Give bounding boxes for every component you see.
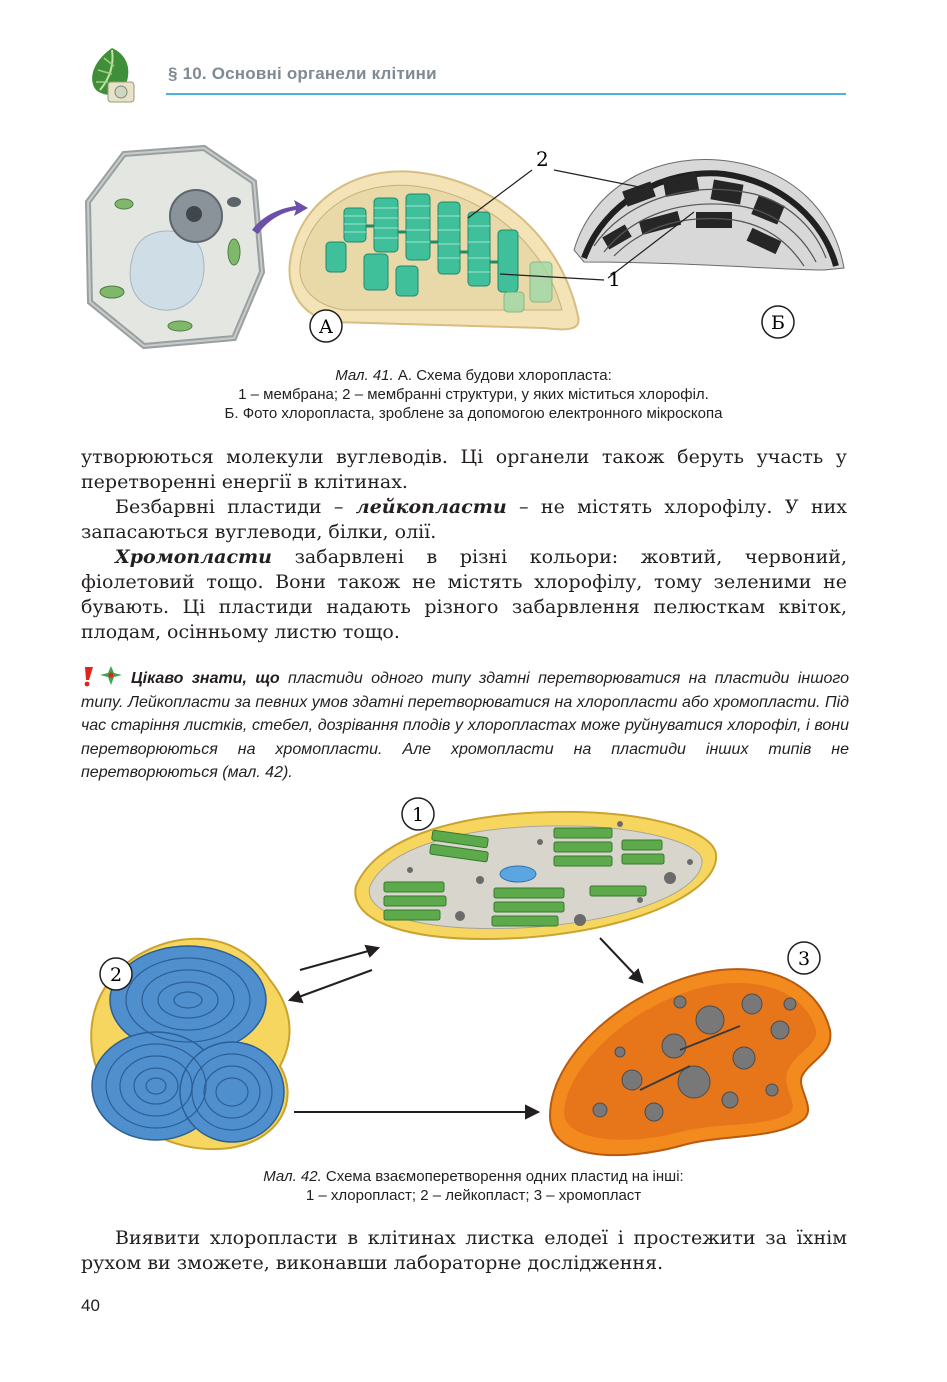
term-chromoplasts: Хромопласти: [115, 546, 272, 568]
note-lead: Цікаво знати, що: [131, 670, 280, 687]
figure-41-caption: [0, 366, 947, 423]
label-1: 1: [608, 267, 621, 291]
fig42-label-3: 3: [797, 948, 811, 970]
section-title: § 10. Основні органели клітини: [168, 64, 437, 83]
label-b: Б: [771, 312, 785, 334]
leaf-book-icon: [82, 44, 146, 108]
exclamation-star-icon: [81, 665, 131, 687]
caption-line-2: 1 – мембрана; 2 – мембранні структури, у яких міститься хлорофіл.: [238, 386, 709, 403]
interesting-fact-note: [81, 665, 849, 785]
closing-paragraph: [81, 1226, 847, 1276]
chloroplast-illustration: [355, 812, 716, 939]
page-number: 40: [81, 1296, 100, 1315]
caption-ref: Мал. 41.: [335, 367, 394, 384]
caption-line-1: А. Схема будови хлоропласта:: [393, 367, 612, 384]
paragraph-3: [81, 545, 847, 645]
fig42-label-2: 2: [109, 964, 123, 986]
plant-cell-illustration: [88, 148, 262, 346]
note-body: пластиди одного типу здатні перетворюватися на пластиди іншого типу. Лейкопласти за певних умов здатні перетворюватися на хлоропласти або хромопласти. Під час старіння листків, стебел, дозрівання плодів у хлоропластах може руйнуватися хлорофіл, і вони перетворюються на хромопласти. Але хромопласти на пластиди інших типів не перетворюються (мал. 42).: [81, 670, 849, 781]
figure-42: [80, 790, 860, 1160]
paragraph-3-end: забарвлені в різні кольори: жовтий, червоний, фіолетовий тощо. Вони також не містять хлорофілу, тому зеленими не бувають. Ці пластиди надають різного забарвлення пелюсткам квіток, плодам, осінньому листю тощо.: [81, 546, 847, 643]
header-divider: [166, 93, 846, 95]
paragraph-2-end: – не містять хлорофілу. У них запасаються вуглеводи, білки, олії.: [81, 496, 847, 543]
fig42-caption-ref: Мал. 42.: [263, 1168, 322, 1185]
paragraph-2: [81, 495, 847, 545]
paragraph-1: [81, 445, 847, 495]
page-header: [82, 44, 852, 104]
chloroplast-diagram: [289, 171, 578, 329]
fig42-caption-line-2: 1 – хлоропласт; 2 – лейкопласт; 3 – хромопласт: [305, 1187, 642, 1204]
fig42-label-1: 1: [411, 804, 425, 826]
paragraph-1-text: утворюються молекули вуглеводів. Ці органели також беруть участь у перетворенні енергії в клітинах.: [81, 446, 847, 493]
closing-text: Виявити хлоропласти в клітинах листка елодеї і простежити за їхнім рухом ви зможете, виконавши лабораторне дослідження.: [81, 1227, 847, 1274]
label-a: А: [318, 316, 334, 338]
fig42-caption-line-1: Схема взаємоперетворення одних пластид на інші:: [321, 1168, 684, 1185]
caption-line-3: Б. Фото хлоропласта, зроблене за допомогою електронного мікроскопа: [224, 405, 723, 422]
term-leucoplasts: лейкопласти: [355, 496, 507, 518]
chromoplast-illustration: [550, 969, 830, 1155]
electron-micrograph-photo: [574, 160, 844, 270]
figure-42-caption: [0, 1167, 947, 1205]
figure-41: [84, 142, 854, 362]
paragraph-2-start: Безбарвні пластиди –: [115, 496, 356, 518]
label-2: 2: [536, 147, 549, 171]
